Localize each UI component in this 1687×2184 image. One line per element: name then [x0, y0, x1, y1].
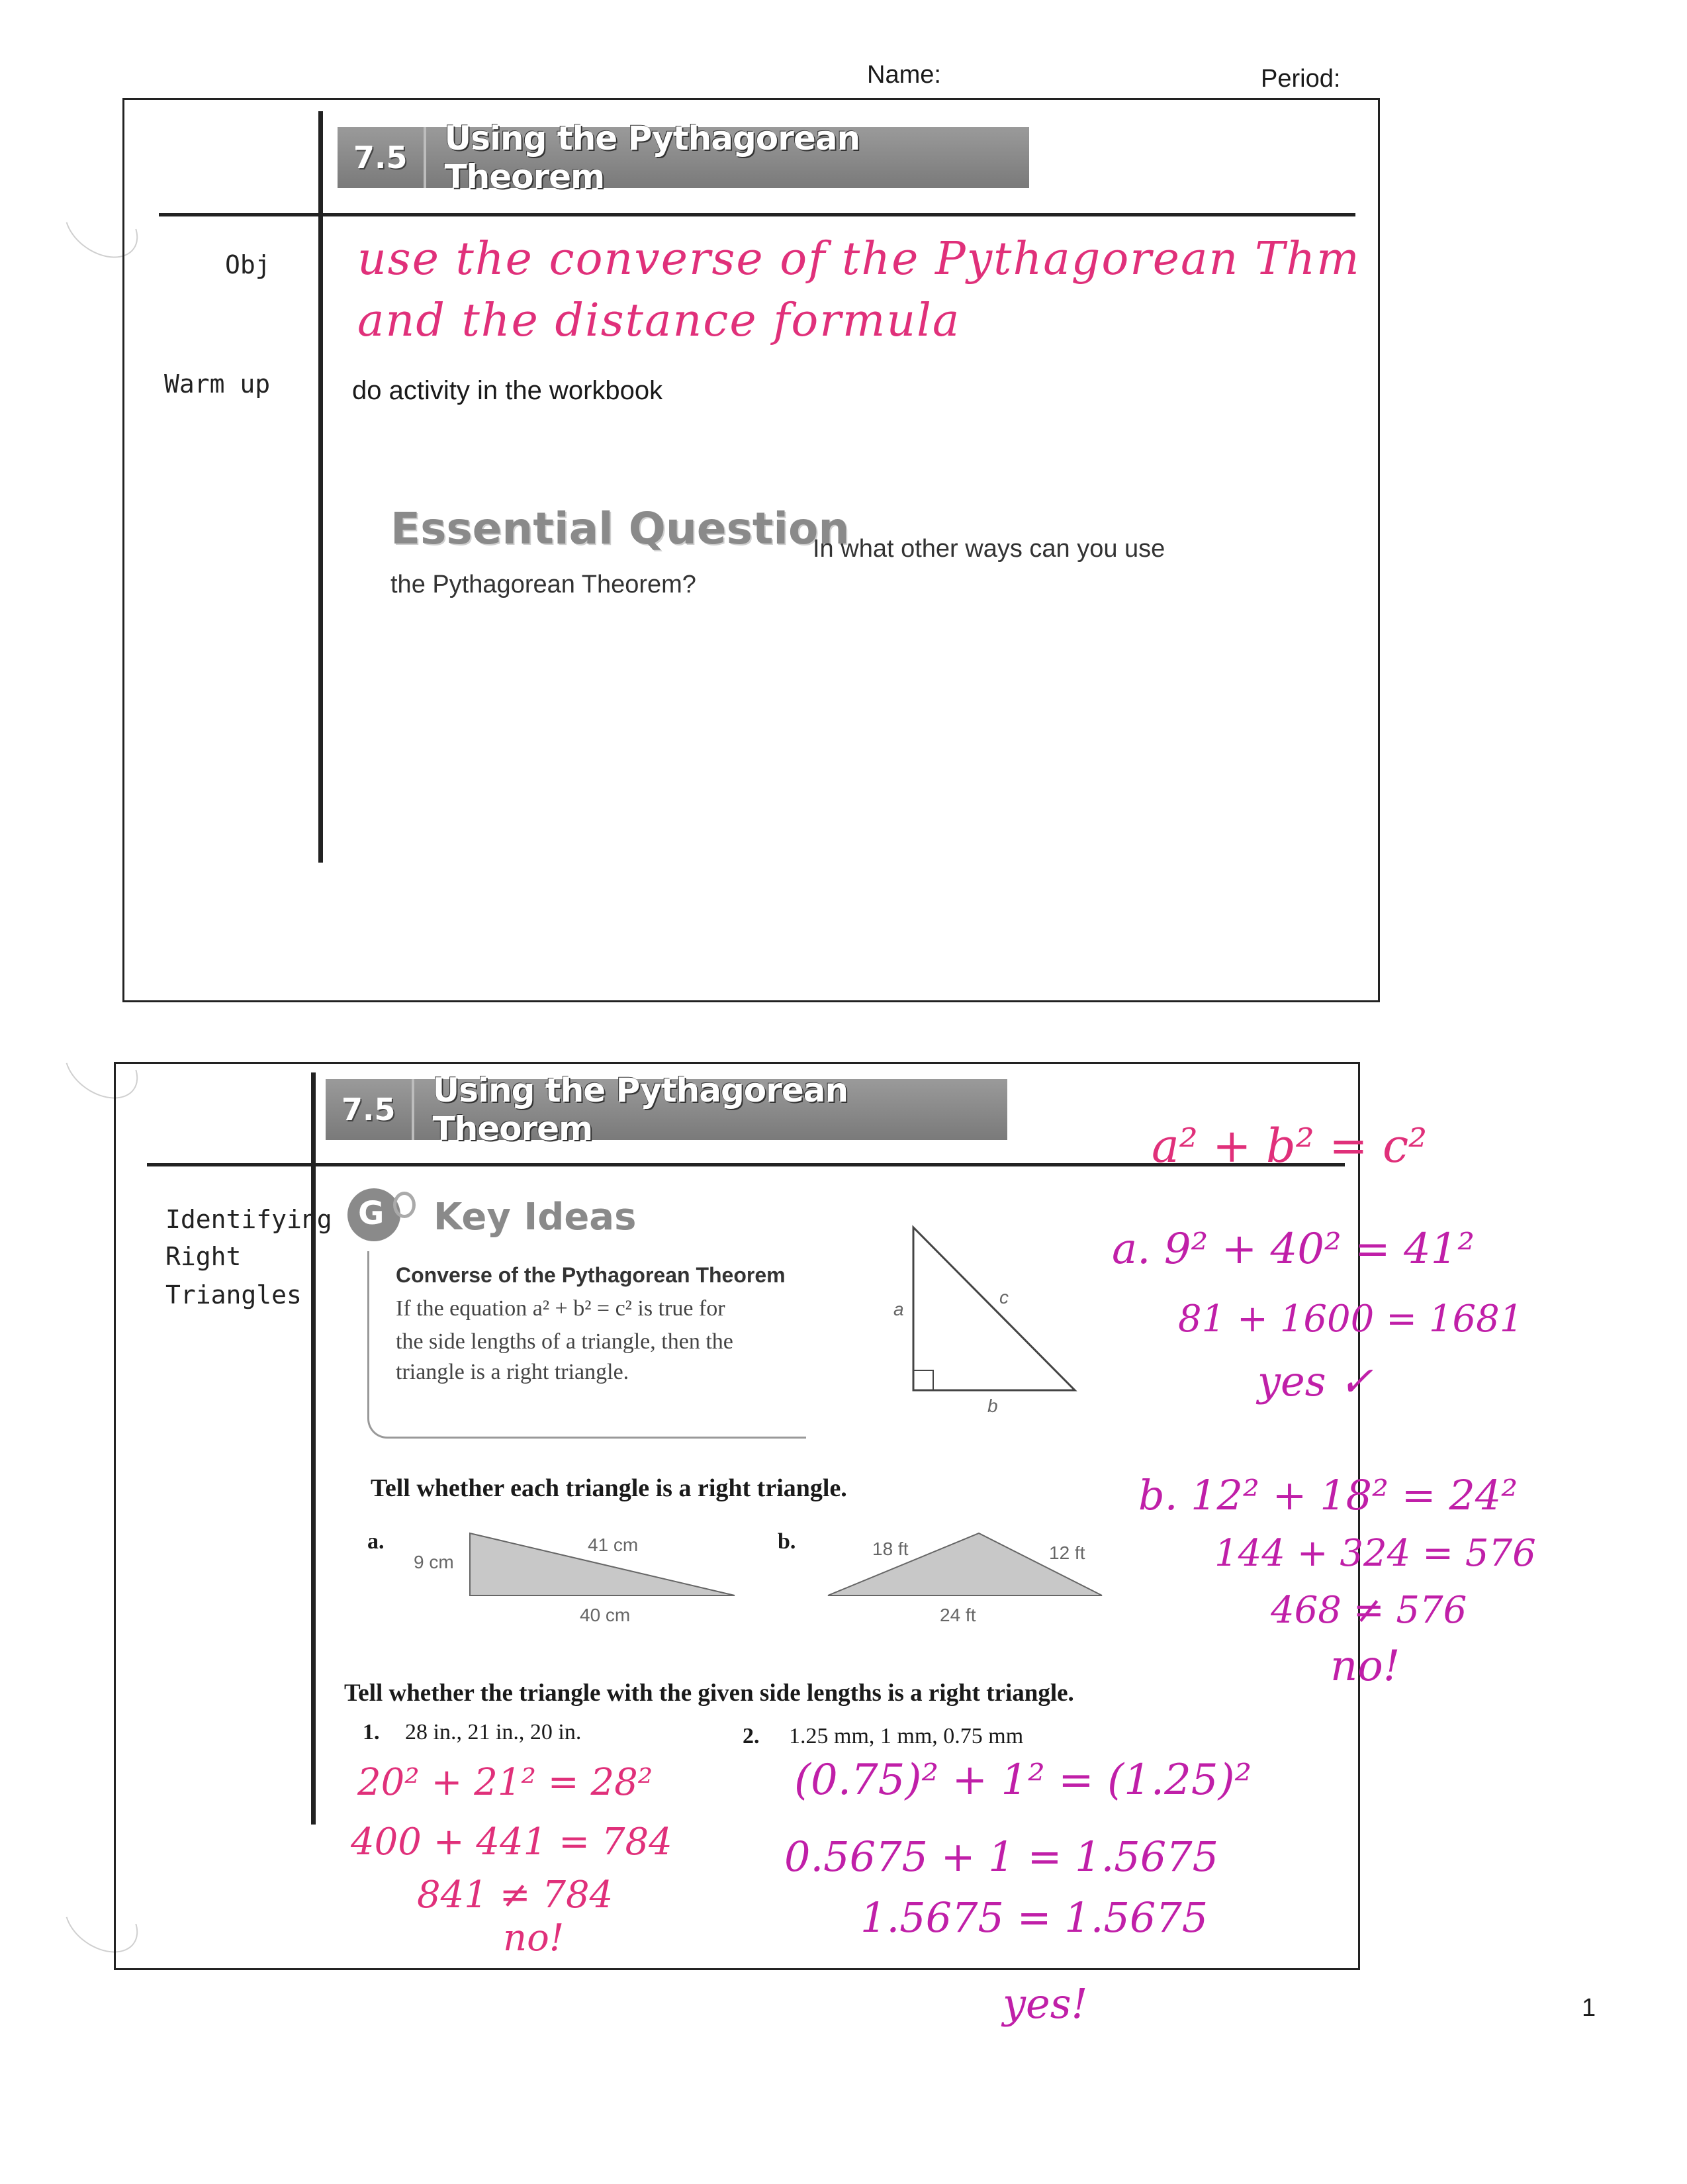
converse-text-1: If the equation a² + b² = c² is true for [396, 1296, 725, 1321]
go-icon: G [347, 1188, 400, 1241]
slide-2-lesson-banner [326, 1071, 1007, 1148]
slide-1-horizontal-rule [159, 213, 1355, 216]
handwritten-a-line-1: a. 9² + 40² = 41² [1112, 1225, 1475, 1274]
obj-handwritten-line-2: and the distance formula [357, 295, 961, 347]
instruction-1: Tell whether each triangle is a right triangle. [371, 1474, 847, 1502]
key-ideas-heading: Key Ideas [433, 1196, 637, 1239]
obj-label: Obj [225, 250, 271, 279]
essential-question-text-2: the Pythagorean Theorem? [390, 571, 696, 598]
problem-1-text: 28 in., 21 in., 20 in. [405, 1720, 582, 1744]
essential-question-heading: Essential Question [390, 503, 850, 554]
handwritten-1-line-1: 20² + 21² = 28² [357, 1761, 653, 1804]
handwritten-a-line-2: 81 + 1600 = 1681 [1178, 1298, 1524, 1341]
triangle-label-b: b [987, 1396, 998, 1416]
handwritten-b-line-1: b. 12² + 18² = 24² [1138, 1471, 1518, 1519]
converse-text-3: triangle is a right triangle. [396, 1360, 629, 1384]
lesson-number: 7.5 [326, 1079, 414, 1140]
handwritten-2-line-3: 1.5675 = 1.5675 [860, 1893, 1208, 1942]
obj-handwritten-line-1: use the converse of the Pythagorean Thm [357, 233, 1361, 285]
handwritten-1-line-2: 400 + 441 = 784 [351, 1821, 672, 1864]
problem-2-text: 1.25 mm, 1 mm, 0.75 mm [789, 1724, 1024, 1748]
example-b-label: b. [778, 1529, 796, 1554]
example-a-side-9cm: 9 cm [414, 1552, 454, 1572]
handwritten-2-line-4: yes! [1003, 1979, 1088, 2028]
warmup-text: do activity in the workbook [352, 376, 663, 405]
converse-title: Converse of the Pythagorean Theorem [396, 1263, 786, 1287]
handwritten-2-line-1: (0.75)² + 1² = (1.25)² [794, 1756, 1252, 1805]
period-label: Period: [1261, 65, 1341, 93]
side-label-identifying: Identifying [165, 1205, 332, 1234]
slide-1-vertical-rule [318, 111, 323, 863]
handwritten-a-line-3: yes ✓ [1257, 1357, 1374, 1405]
example-b-triangle [824, 1529, 1109, 1602]
lesson-title: Using the Pythagorean Theorem [444, 119, 860, 196]
handwritten-2-line-2: 0.5675 + 1 = 1.5675 [784, 1832, 1219, 1881]
side-label-right: Right [165, 1242, 242, 1271]
handwritten-b-line-3: 468 ≠ 576 [1271, 1589, 1467, 1632]
side-label-triangles: Triangles [165, 1280, 302, 1309]
slide-2-vertical-rule [311, 1072, 316, 1825]
name-label: Name: [867, 61, 941, 89]
handwritten-b-line-2: 144 + 324 = 576 [1214, 1532, 1536, 1575]
essential-question-text-1: In what other ways can you use [813, 535, 1165, 563]
right-triangle-diagram [887, 1218, 1085, 1417]
lesson-title: Using the Pythagorean Theorem [432, 1071, 848, 1148]
page-number: 1 [1582, 1994, 1596, 2022]
converse-text-2: the side lengths of a triangle, then the [396, 1329, 733, 1354]
triangle-label-c: c [999, 1287, 1009, 1307]
example-a-label: a. [367, 1529, 385, 1554]
warmup-label: Warm up [164, 369, 271, 399]
triangle-label-a: a [893, 1299, 904, 1319]
problem-1-number: 1. [363, 1720, 380, 1744]
example-a-side-41cm: 41 cm [588, 1535, 639, 1555]
example-a-side-40cm: 40 cm [580, 1605, 631, 1625]
go-o-icon [393, 1192, 416, 1218]
slide-1-lesson-banner [338, 119, 1029, 196]
problem-2-number: 2. [743, 1724, 760, 1748]
handwritten-1-line-4: no! [503, 1917, 565, 1960]
example-b-side-12ft: 12 ft [1049, 1543, 1085, 1563]
handwritten-b-line-4: no! [1330, 1642, 1400, 1691]
example-b-side-18ft: 18 ft [872, 1539, 909, 1559]
handwritten-formula: a² + b² = c² [1152, 1119, 1428, 1173]
example-b-side-24ft: 24 ft [940, 1605, 976, 1625]
lesson-number: 7.5 [338, 127, 426, 188]
instruction-2: Tell whether the triangle with the given side lengths is a right triangle. [344, 1680, 1074, 1707]
handwritten-1-line-3: 841 ≠ 784 [417, 1874, 614, 1917]
